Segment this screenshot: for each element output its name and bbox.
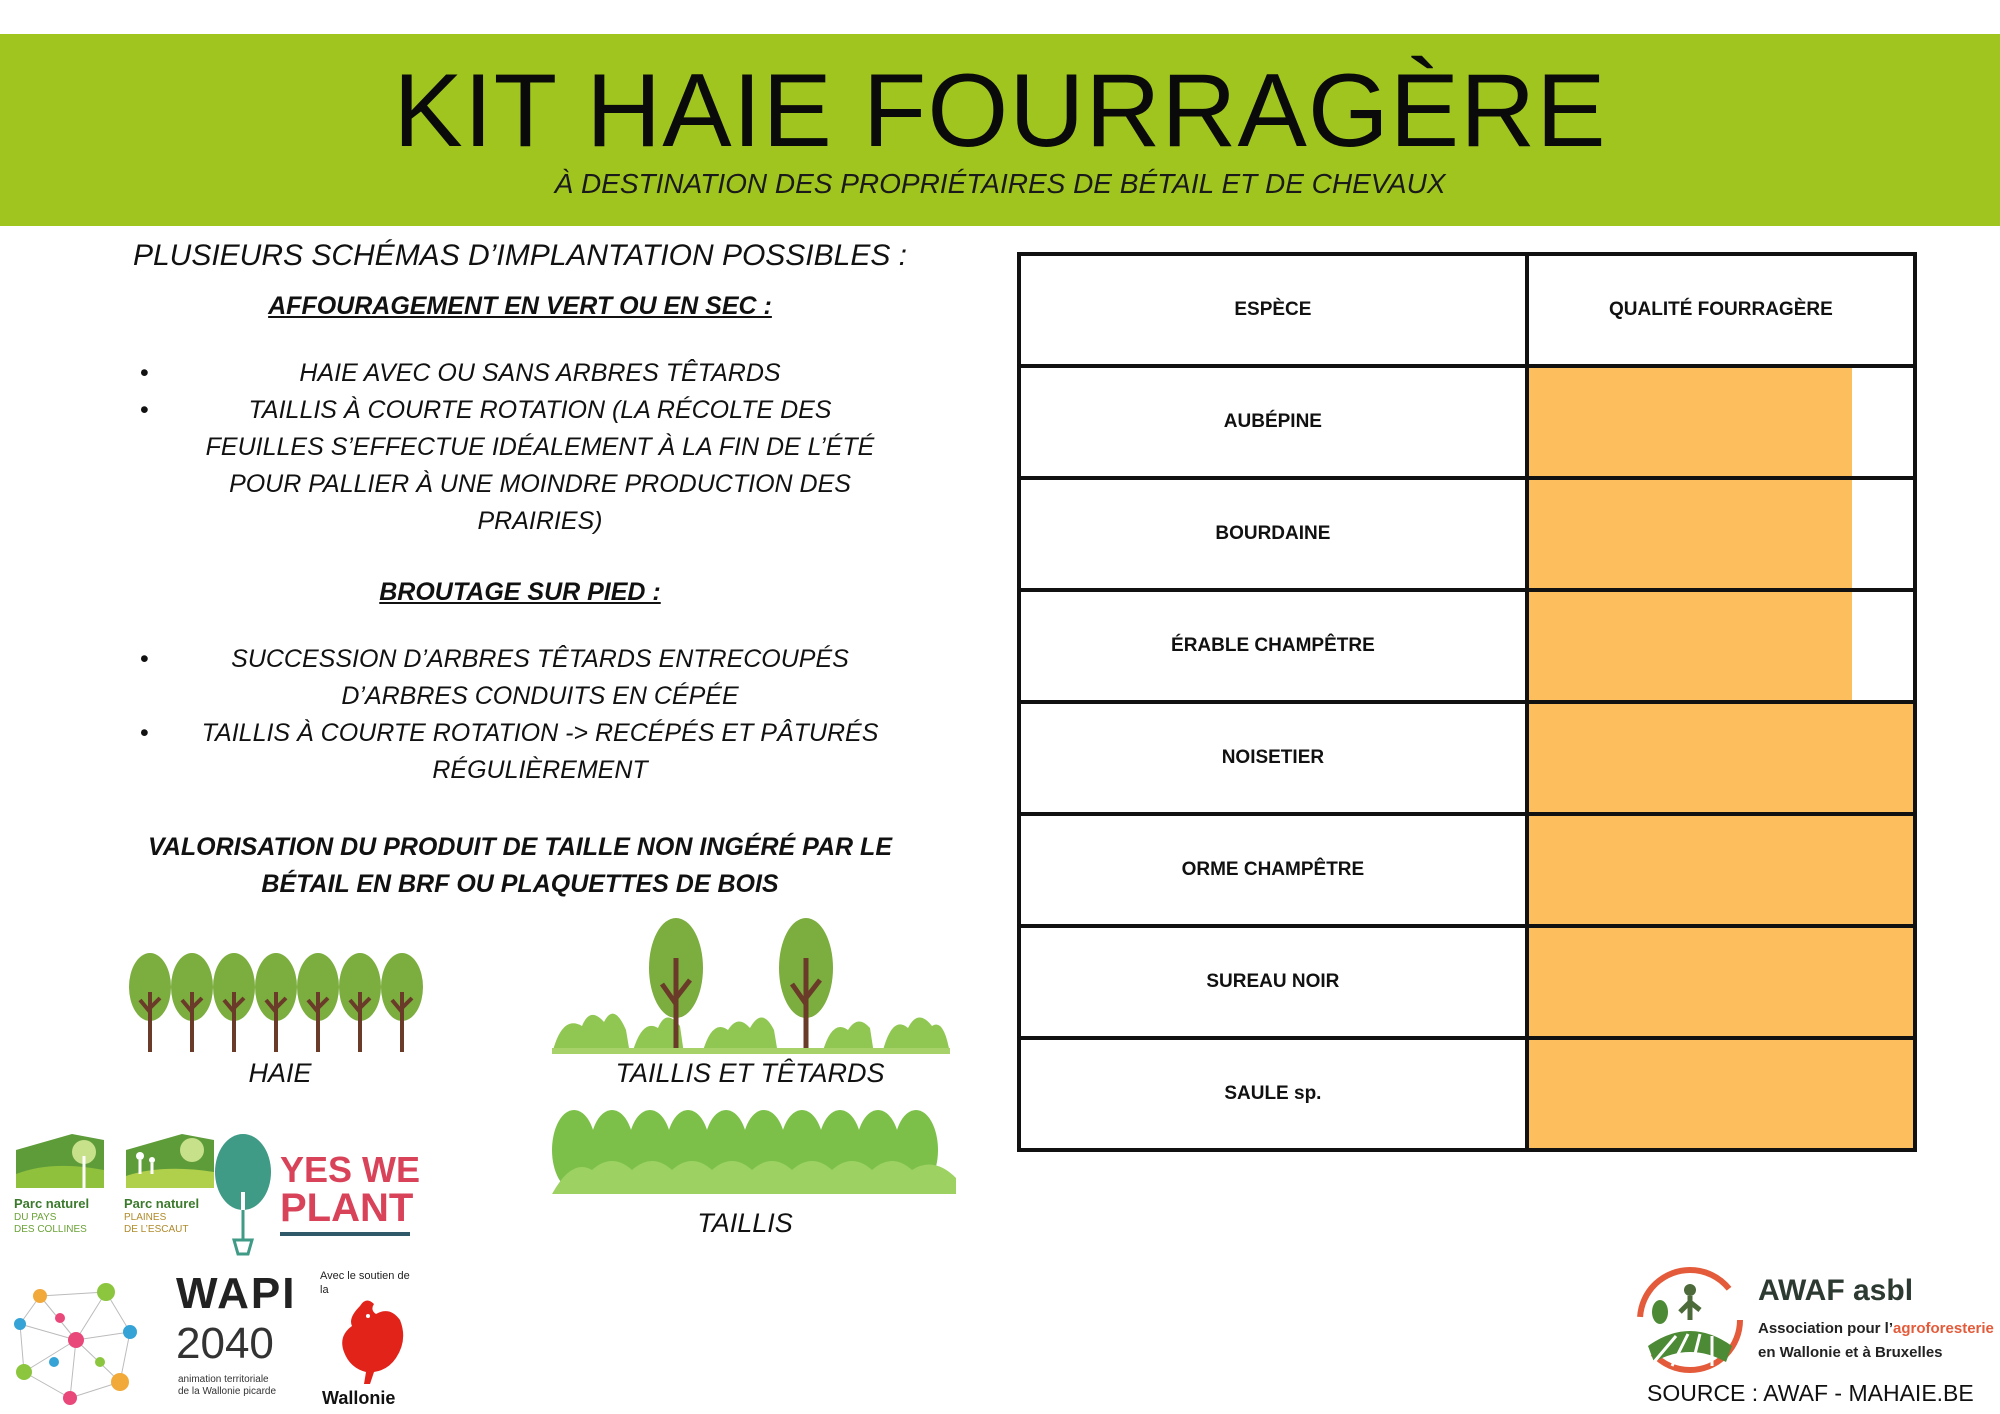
logo-text-line: DU PAYS	[14, 1212, 57, 1223]
agroforestry-icon	[1636, 1266, 1744, 1374]
section2-list	[130, 641, 910, 789]
quality-bar	[1529, 704, 1913, 812]
logo-text-line: Parc naturel	[14, 1196, 90, 1211]
table-row	[1019, 590, 1915, 702]
quality-cell	[1527, 1038, 1915, 1150]
quality-bar	[1529, 816, 1913, 924]
quality-bar	[1529, 368, 1852, 476]
section1-list	[130, 355, 910, 540]
logo-text-line: PLANT	[280, 1186, 414, 1230]
species-cell: AUBÉPINE	[1019, 366, 1527, 478]
quality-bar	[1529, 1040, 1913, 1148]
species-cell: ORME CHAMPÊTRE	[1019, 814, 1527, 926]
list-item: • HAIE AVEC OU SANS ARBRES TÊTARDS	[170, 355, 910, 392]
table-header-row	[1019, 254, 1915, 366]
caption-taillis: TAILLIS	[697, 1208, 793, 1238]
column-header-quality: QUALITÉ FOURRAGÈRE	[1527, 254, 1915, 366]
tree-shovel-icon	[212, 1132, 274, 1256]
logo-parc-naturel-collines	[12, 1130, 108, 1266]
logo-text-line: en Wallonie et à Bruxelles	[1758, 1344, 1943, 1361]
logo-text-line: la	[320, 1284, 329, 1296]
underline-bar	[280, 1232, 410, 1236]
section-title-broutage: BROUTAGE SUR PIED :	[379, 578, 661, 606]
column-header-species: ESPÈCE	[1019, 254, 1527, 366]
logo-text-line: Parc naturel	[124, 1196, 200, 1211]
species-cell: BOURDAINE	[1019, 478, 1527, 590]
logo-text-line: PLAINES	[124, 1212, 167, 1223]
taillis-illustration	[552, 1108, 956, 1194]
logo-text-line: Wallonie	[322, 1388, 396, 1408]
quality-bar	[1529, 928, 1913, 1036]
logo-text-line: AWAF asbl	[1758, 1274, 1914, 1307]
quality-cell	[1527, 814, 1915, 926]
haie-trees-illustration	[128, 952, 430, 1052]
quality-cell	[1527, 366, 1915, 478]
tagline-part: Association pour l’	[1758, 1320, 1894, 1337]
logo-text-line: YES WE	[280, 1149, 421, 1190]
quality-cell	[1527, 702, 1915, 814]
logo-text-line: de la Wallonie picarde	[178, 1386, 277, 1397]
logo-text-line: WAPI	[176, 1269, 297, 1318]
table-row	[1019, 366, 1915, 478]
list-item: • TAILLIS À COURTE ROTATION -> RECÉPÉS ET PÂTURÉS RÉGULIÈREMENT	[170, 715, 910, 789]
fodder-quality-table	[1017, 252, 1917, 1152]
intro-text: PLUSIEURS SCHÉMAS D’IMPLANTATION POSSIBLES :	[132, 239, 908, 272]
table-row	[1019, 814, 1915, 926]
species-cell: SAULE sp.	[1019, 1038, 1527, 1150]
table-row	[1019, 702, 1915, 814]
content-column	[130, 236, 910, 903]
table-row	[1019, 926, 1915, 1038]
landscape-walkers-icon	[122, 1130, 218, 1192]
source-credit: SOURCE : AWAF - MAHAIE.BE	[1647, 1380, 1974, 1406]
list-item: • SUCCESSION D’ARBRES TÊTARDS ENTRECOUPÉS D’ARBRES CONDUITS EN CÉPÉE	[170, 641, 910, 715]
species-cell: ÉRABLE CHAMPÊTRE	[1019, 590, 1527, 702]
table-row	[1019, 478, 1915, 590]
logo-wallonie	[320, 1270, 420, 1410]
quality-bar	[1529, 592, 1852, 700]
section-title-affouragement: AFFOURAGEMENT EN VERT OU EN SEC :	[268, 292, 772, 320]
logo-parc-naturel-escaut	[122, 1130, 218, 1266]
quality-bar	[1529, 480, 1852, 588]
logo-text-line: DE L’ESCAUT	[124, 1224, 189, 1235]
logo-text-line: Avec le soutien de	[320, 1270, 410, 1282]
page-title: KIT HAIE FOURRAGÈRE	[393, 53, 1607, 169]
logo-text-line: DES COLLINES	[14, 1224, 87, 1235]
caption-haie: HAIE	[248, 1058, 312, 1088]
species-cell: SUREAU NOIR	[1019, 926, 1527, 1038]
caption-taillis-tetards: TAILLIS ET TÊTARDS	[615, 1058, 885, 1088]
logo-awaf	[1636, 1266, 1996, 1376]
list-item: • TAILLIS À COURTE ROTATION (LA RÉCOLTE DES FEUILLES S’EFFECTUE IDÉALEMENT À LA FIN DE L’ÉTÉ POUR PALLIER À UNE MOINDRE PRODUCTION DES PRAIRIES)	[170, 392, 910, 540]
quality-cell	[1527, 478, 1915, 590]
logo-text-line: animation territoriale	[178, 1374, 269, 1385]
logo-text-line: 2040	[176, 1319, 274, 1368]
page-subtitle: À DESTINATION DES PROPRIÉTAIRES DE BÉTAIL ET DE CHEVAUX	[554, 168, 1446, 199]
landscape-icon	[12, 1130, 108, 1192]
valorisation-text: VALORISATION DU PRODUIT DE TAILLE NON INGÉRÉ PAR LE BÉTAIL EN BRF OU PLAQUETTES DE BOIS	[148, 833, 892, 898]
tagline-highlight: agroforesterie	[1893, 1320, 1994, 1337]
network-dots-icon	[10, 1272, 142, 1408]
taillis-tetards-illustration	[552, 918, 950, 1054]
species-cell: NOISETIER	[1019, 702, 1527, 814]
table-row	[1019, 1038, 1915, 1150]
quality-cell	[1527, 926, 1915, 1038]
logo-tagline	[1758, 1320, 1994, 1337]
logo-yes-we-plant	[212, 1132, 422, 1262]
quality-cell	[1527, 590, 1915, 702]
rooster-icon	[330, 1296, 410, 1386]
logo-wapi	[176, 1270, 316, 1410]
